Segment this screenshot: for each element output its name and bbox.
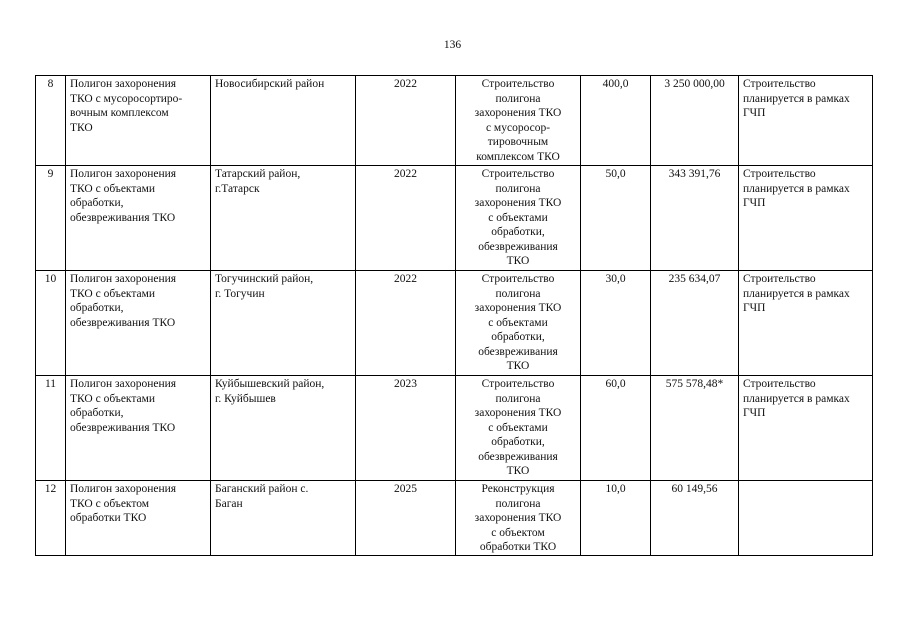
text-line: Строительство (743, 168, 816, 180)
table-row (36, 481, 873, 556)
text-line: Строительство (481, 168, 555, 180)
year: 2022 (356, 76, 456, 166)
row-number: 10 (36, 271, 66, 376)
text-line: Строительство (743, 78, 816, 90)
object-name (66, 76, 211, 166)
text-line: обезвреживания ТКО (70, 211, 176, 224)
text-line: Татарский район, (215, 168, 301, 180)
text-line: Баган (215, 497, 243, 510)
object-name (66, 166, 211, 271)
table-row (36, 376, 873, 481)
text-line: ТКО (506, 465, 530, 477)
text-line: планируется в рамках (743, 287, 850, 300)
text-line: г.Татарск (215, 182, 260, 195)
text-line: обработки, (70, 407, 124, 419)
text-line: обработки, (70, 197, 124, 209)
text-line: обработки, (491, 226, 545, 238)
table-body (36, 76, 873, 556)
location (211, 76, 356, 166)
text-line: с объектами (488, 421, 548, 434)
object-name (66, 481, 211, 556)
text-line: полигона (495, 92, 541, 105)
text-line: планируется в рамках (743, 92, 850, 105)
text-line: тировочным (487, 136, 549, 148)
text-line: Тогучинский район, (215, 273, 314, 285)
text-line: захоронения ТКО (474, 197, 562, 209)
text-line: захоронения ТКО (474, 407, 562, 419)
text-line: обработки, (70, 302, 124, 314)
capacity: 60,0 (581, 376, 651, 481)
capacity: 10,0 (581, 481, 651, 556)
cost: 235 634,07 (651, 271, 739, 376)
note (739, 76, 873, 166)
text-line: ТКО с объектами (70, 182, 156, 195)
text-line: с объектом (491, 526, 545, 539)
text-line: Полигон захоронения (70, 273, 177, 285)
text-line: полигона (495, 287, 541, 300)
text-line: ГЧП (743, 302, 766, 314)
text-line: Полигон захоронения (70, 378, 177, 390)
table-row (36, 76, 873, 166)
text-line: с мусоросор- (485, 121, 551, 134)
text-line: Строительство (743, 273, 816, 285)
text-line: ТКО с объектом (70, 497, 150, 510)
text-line: вочным комплексом (70, 107, 169, 119)
object-name (66, 271, 211, 376)
text-line: захоронения ТКО (474, 512, 562, 524)
work-type (456, 76, 581, 166)
text-line: ГЧП (743, 407, 766, 419)
cost: 60 149,56 (651, 481, 739, 556)
text-line: захоронения ТКО (474, 302, 562, 314)
text-line: Полигон захоронения (70, 168, 177, 180)
text-line: планируется в рамках (743, 182, 850, 195)
object-name (66, 376, 211, 481)
text-line: ТКО с объектами (70, 287, 156, 300)
text-line: Реконструкция (481, 483, 555, 495)
text-line: Баганский район с. (215, 483, 309, 495)
location (211, 376, 356, 481)
cost: 575 578,48* (651, 376, 739, 481)
text-line: Строительство (481, 378, 555, 390)
text-line: ТКО с мусоросортиро- (70, 92, 183, 105)
year: 2022 (356, 271, 456, 376)
facilities-table (35, 75, 873, 556)
location (211, 481, 356, 556)
work-type (456, 481, 581, 556)
note (739, 376, 873, 481)
note (739, 481, 873, 556)
text-line: полигона (495, 392, 541, 405)
text-line: Строительство (743, 378, 816, 390)
row-number: 11 (36, 376, 66, 481)
text-line: ГЧП (743, 107, 766, 119)
text-line: полигона (495, 497, 541, 510)
row-number: 9 (36, 166, 66, 271)
year: 2022 (356, 166, 456, 271)
text-line: обезвреживания ТКО (70, 316, 176, 329)
work-type (456, 166, 581, 271)
page-number: 136 (443, 39, 462, 51)
work-type (456, 376, 581, 481)
text-line: обезвреживания (478, 450, 558, 463)
work-type (456, 271, 581, 376)
text-line: обезвреживания (478, 240, 558, 253)
note (739, 271, 873, 376)
text-line: ТКО (506, 255, 530, 267)
row-number: 8 (36, 76, 66, 166)
text-line: обезвреживания (478, 345, 558, 358)
cost: 3 250 000,00 (651, 76, 739, 166)
capacity: 50,0 (581, 166, 651, 271)
cost: 343 391,76 (651, 166, 739, 271)
text-line: Куйбышевский район, (215, 378, 325, 390)
text-line: г. Куйбышев (215, 392, 276, 405)
location (211, 271, 356, 376)
row-number: 12 (36, 481, 66, 556)
text-line: комплексом ТКО (476, 150, 560, 163)
text-line: планируется в рамках (743, 392, 850, 405)
text-line: ТКО с объектами (70, 392, 156, 405)
text-line: обработки, (491, 436, 545, 448)
text-line: обезвреживания ТКО (70, 421, 176, 434)
table-row (36, 271, 873, 376)
capacity: 400,0 (581, 76, 651, 166)
text-line: с объектами (488, 316, 548, 329)
text-line: ТКО (506, 360, 530, 372)
text-line: Новосибирский район (215, 78, 325, 90)
note (739, 166, 873, 271)
text-line: ГЧП (743, 197, 766, 209)
text-line: Полигон захоронения (70, 78, 177, 90)
location (211, 166, 356, 271)
text-line: Строительство (481, 78, 555, 90)
text-line: с объектами (488, 211, 548, 224)
year: 2023 (356, 376, 456, 481)
text-line: полигона (495, 182, 541, 195)
capacity: 30,0 (581, 271, 651, 376)
text-line: ТКО (70, 121, 93, 134)
text-line: Строительство (481, 273, 555, 285)
table-row (36, 166, 873, 271)
text-line: обработки ТКО (70, 512, 147, 524)
text-line: обработки ТКО (479, 541, 557, 553)
text-line: захоронения ТКО (474, 107, 562, 119)
year: 2025 (356, 481, 456, 556)
text-line: Полигон захоронения (70, 483, 177, 495)
text-line: г. Тогучин (215, 287, 265, 300)
text-line: обработки, (491, 331, 545, 343)
